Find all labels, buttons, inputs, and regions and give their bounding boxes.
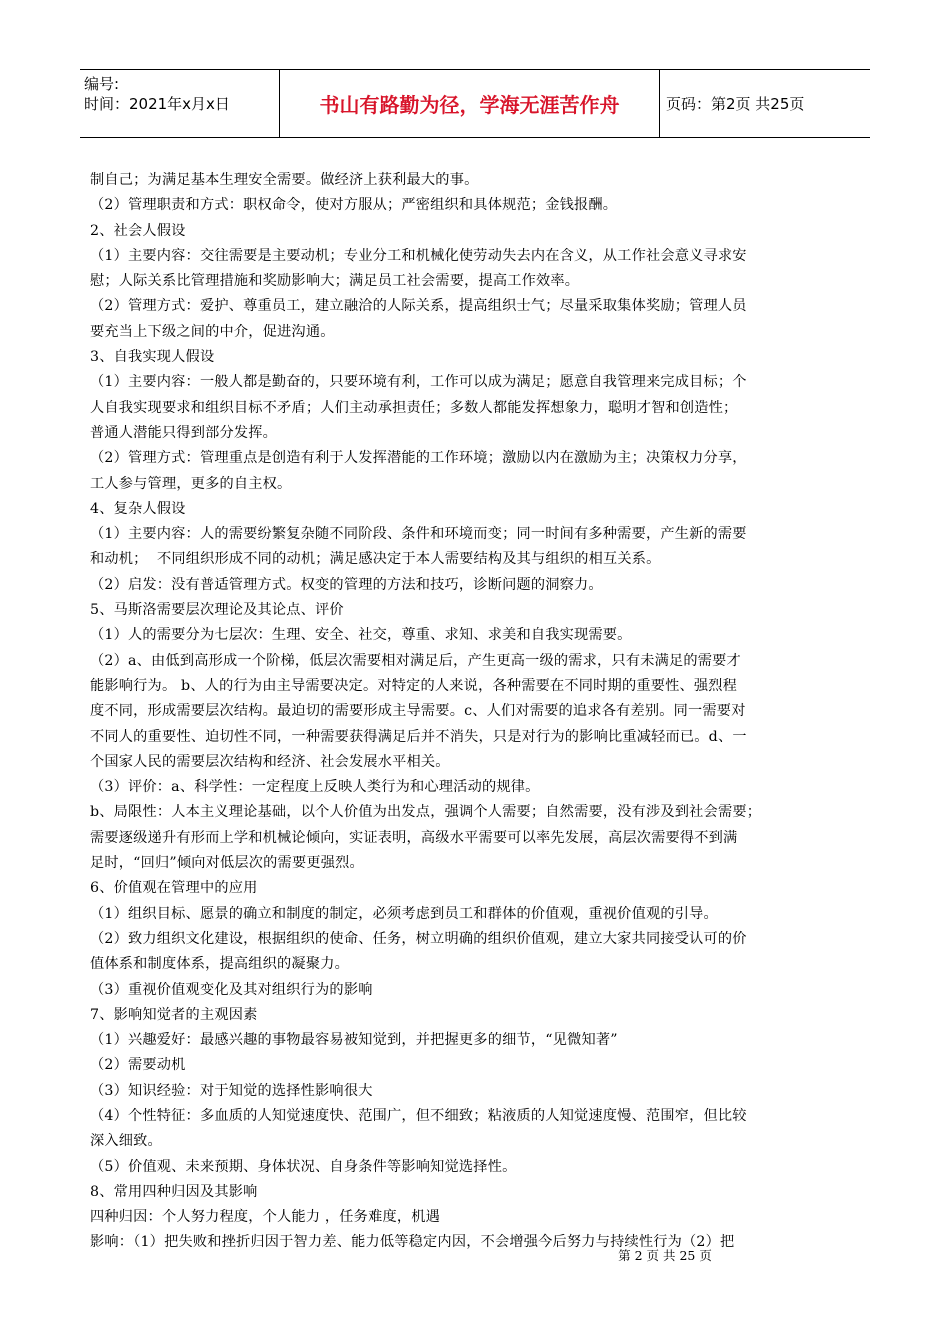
body-line: （2）启发：没有普适管理方式。权变的管理的方法和技巧，诊断问题的洞察力。: [90, 576, 603, 593]
body-line: 7、影响知觉者的主观因素: [90, 1006, 258, 1023]
body-line: （2）a、由低到高形成一个阶梯，低层次需要相对满足后，产生更高一级的需求，只有未满足的需要才: [90, 652, 741, 669]
body-line: （1）兴趣爱好：最感兴趣的事物最容易被知觉到，并把握更多的细节，“见微知著”: [90, 1032, 618, 1049]
body-line: 和动机； 不同组织形成不同的动机；满足感决定于本人需要结构及其与组织的相互关系。: [90, 551, 661, 568]
body-line: 足时，“回归”倾向对低层次的需要更强烈。: [90, 855, 364, 872]
body-line: 度不同，形成需要层次结构。最迫切的需要形成主导需要。c、人们对需要的追求各有差别。同一需要对: [90, 703, 746, 720]
body-line: 个国家人民的需要层次结构和经济、社会发展水平相关。: [90, 753, 450, 770]
body-line: 要充当上下级之间的中介，促进沟通。: [90, 323, 335, 340]
body-line: （5）价值观、未来预期、身体状况、自身条件等影响知觉选择性。: [90, 1158, 517, 1175]
body-line: （1）人的需要分为七层次：生理、安全、社交，尊重、求知、求美和自我实现需要。: [90, 627, 632, 644]
body-line: 人自我实现要求和组织目标不矛盾；人们主动承担责任；多数人都能发挥想象力，聪明才智和创造性；: [90, 399, 738, 416]
page-header: [80, 69, 870, 138]
body-line: 6、价值观在管理中的应用: [90, 880, 258, 897]
document-time-label: 时间：2021年x月x日: [84, 95, 230, 113]
body-line: （1）主要内容：人的需要纷繁复杂随不同阶段、条件和环境而变；同一时间有多种需要，产生新的需要: [90, 526, 747, 543]
body-line: 影响：（1）把失败和挫折归因于智力差、能力低等稳定内因，不会增强今后努力与持续性行为（2）把: [90, 1234, 735, 1251]
body-line: （2）需要动机: [90, 1057, 186, 1074]
header-meta: [80, 70, 280, 137]
body-line: 需要逐级递升有形而上学和机械论倾向，实证表明，高级水平需要可以率先发展，高层次需要得不到满: [90, 829, 738, 846]
body-line: 普通人潜能只得到部分发挥。: [90, 424, 278, 441]
body-line: 值体系和制度体系，提高组织的凝聚力。: [90, 956, 349, 973]
body-line: 3、自我实现人假设: [90, 349, 215, 366]
body-line: （1）主要内容：一般人都是勤奋的，只要环境有利，工作可以成为满足；愿意自我管理来完成目标；个: [90, 374, 747, 391]
body-line: 8、常用四种归因及其影响: [90, 1183, 258, 1200]
body-line: 深入细致。: [90, 1133, 162, 1150]
body-line: 4、复杂人假设: [90, 500, 186, 517]
header-page-info: 页码：第2页 共25页: [666, 95, 805, 113]
body-line: 2、社会人假设: [90, 222, 186, 239]
body-line: （2）管理方式：管理重点是创造有利于人发挥潜能的工作环境；激励以内在激励为主；决策权力分享，: [90, 450, 747, 467]
body-line: （3）评价：a、科学性：一定程度上反映人类行为和心理活动的规律。: [90, 779, 540, 796]
body-line: （3）重视价值观变化及其对组织行为的影响: [90, 981, 373, 998]
page-footer: 第 2 页 共 25 页: [618, 1248, 712, 1263]
body-line: （2）管理职责和方式：职权命令，使对方服从；严密组织和具体规范；金钱报酬。: [90, 197, 618, 214]
body-line: 制自己；为满足基本生理安全需要。做经济上获利最大的事。: [90, 172, 479, 188]
body-line: （1）组织目标、愿景的确立和制度的制定，必须考虑到员工和群体的价值观，重视价值观的引导。: [90, 905, 718, 922]
body-line: 不同人的重要性、迫切性不同，一种需要获得满足后并不消失，只是对行为的影响比重减轻而已。d、一: [90, 728, 747, 745]
body-line: 能影响行为。 b、人的行为由主导需要决定。对特定的人来说，各种需要在不同时期的重要性、强烈程: [90, 677, 738, 694]
body-line: 慰；人际关系比管理措施和奖励影响大；满足员工社会需要，提高工作效率。: [90, 273, 580, 290]
body-line: 工人参与管理，更多的自主权。: [90, 475, 292, 492]
document-number-label: 编号:: [84, 75, 120, 93]
body-line: 5、马斯洛需要层次理论及其论点、评价: [90, 602, 344, 619]
body-line: b、局限性：人本主义理论基础，以个人价值为出发点，强调个人需要；自然需要，没有涉及到社会需要；: [90, 804, 762, 821]
body-line: （2）管理方式：爱护、尊重员工，建立融洽的人际关系，提高组织士气；尽量采取集体奖励；管理人员: [90, 298, 747, 315]
body-line: 四种归因：个人努力程度，个人能力 ，任务难度，机遇: [90, 1209, 441, 1226]
document-body: [90, 168, 865, 1256]
body-line: （3）知识经验：对于知觉的选择性影响很大: [90, 1082, 373, 1099]
header-motto: 书山有路勤为径，学海无涯苦作舟: [280, 70, 660, 137]
body-line: （1）主要内容：交往需要是主要动机；专业分工和机械化使劳动失去内在含义，从工作社会意义寻求安: [90, 247, 747, 264]
body-line: （4）个性特征：多血质的人知觉速度快、范围广，但不细致；粘液质的人知觉速度慢、范围窄，但比较: [90, 1107, 747, 1124]
body-line: （2）致力组织文化建设，根据组织的使命、任务，树立明确的组织价值观，建立大家共同接受认可的价: [90, 930, 747, 947]
